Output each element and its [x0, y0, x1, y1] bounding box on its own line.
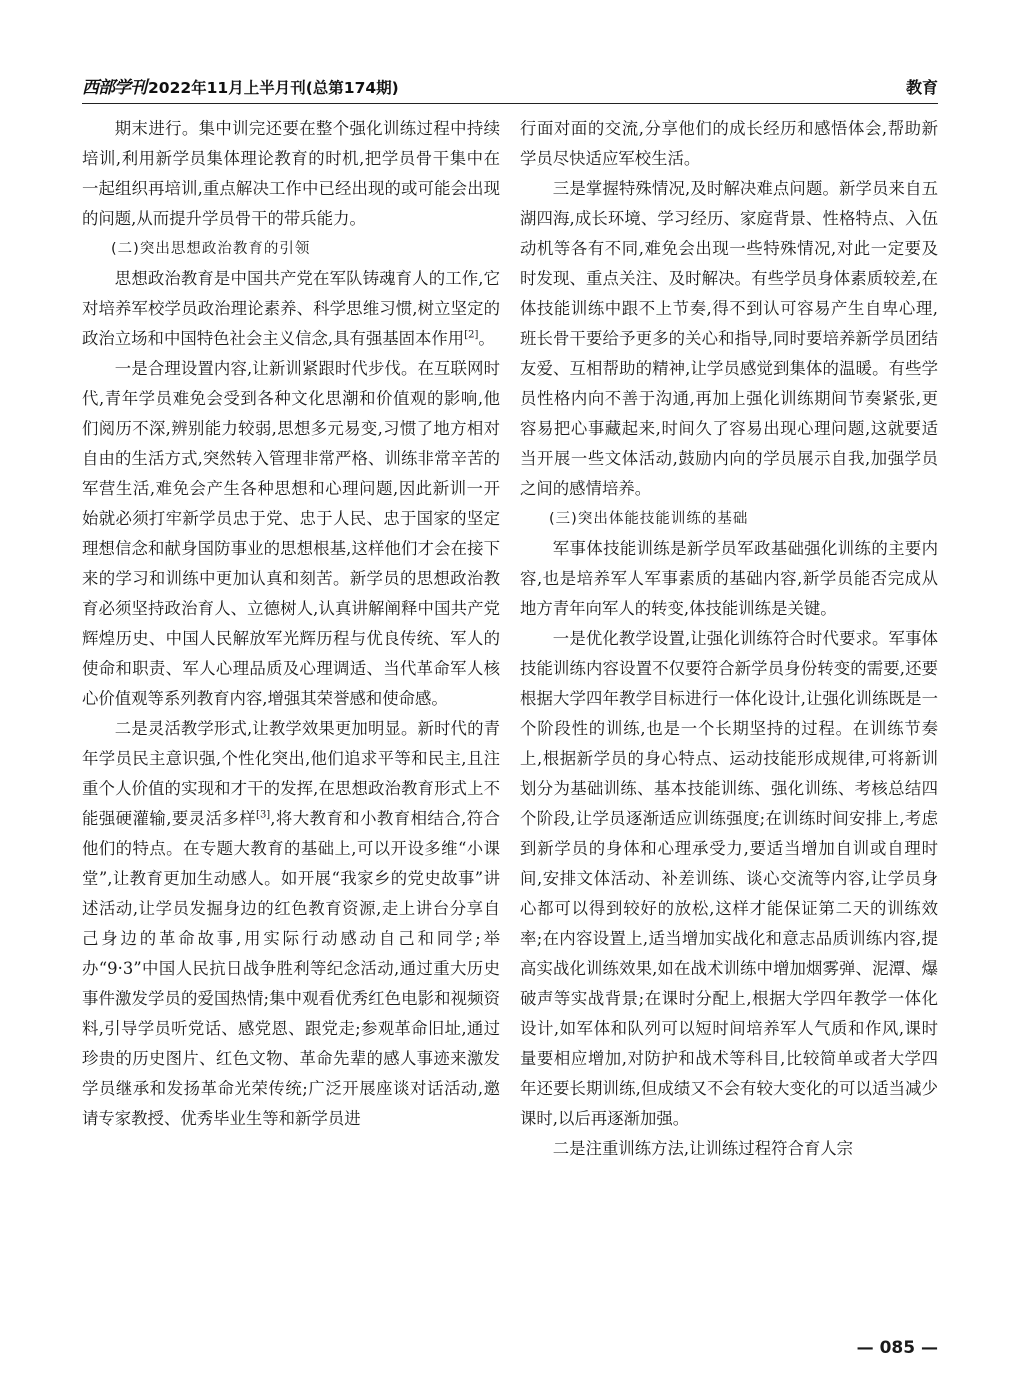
paragraph: [82, 264, 500, 354]
section-name: 教育: [905, 78, 938, 97]
issue-info: 2022年11月上半月刊(总第174期): [148, 79, 399, 97]
subsection-heading: (二)突出思想政治教育的引领: [111, 241, 311, 257]
paragraph-text: 思想政治教育是中国共产党在军队铸魂育人的工作,它对培养军校学员政治理论素养、科学思维习惯,树立坚定的政治立场和中国特色社会主义信念,具有强基固本作用: [82, 269, 500, 348]
paragraph: 行面对面的交流,分享他们的成长经历和感悟体会,帮助新学员尽快适应军校生活。: [520, 119, 938, 168]
page-number: — 085 —: [856, 1338, 938, 1358]
paragraph-text: 二是灵活教学形式,让教学效果更加明显。新时代的青年学员民主意识强,个性化突出,他们追求平等和民主,且注重个人价值的实现和才干的发挥,在思想政治教育形式上不能强硬灌输,要灵活多样: [82, 719, 500, 828]
paragraph: 三是掌握特殊情况,及时解决难点问题。新学员来自五湖四海,成长环境、学习经历、家庭背景、性格特点、入伍动机等各有不同,难免会出现一些特殊情况,对此一定要及时发现、重点关注、及时解决。有些学员身体素质较差,在体技能训练中跟不上节奏,得不到认可容易产生自卑心理,班长骨干要给予更多的关心和指导,同时要培养新学员团结友爱、互相帮助的精神,让学员感觉到集体的温暖。有些学员性格内向不善于沟通,再加上强化训练期间节奏紧张,更容易把心事藏起来,时间久了容易出现心理问题,这就要适当开展一些文体活动,鼓励内向的学员展示自我,加强学员之间的感情培养。: [520, 179, 938, 498]
page-header: [82, 72, 938, 98]
journal-logo: 西部学刊: [82, 78, 146, 98]
paragraph: 军事体技能训练是新学员军政基础强化训练的主要内容,也是培养军人军事素质的基础内容,新学员能否完成从地方青年向军人的转变,体技能训练是关键。: [520, 539, 938, 618]
paragraph: [82, 714, 500, 1134]
subsection-heading: (三)突出体能技能训练的基础: [549, 511, 749, 527]
paragraph: 二是注重训练方法,让训练过程符合育人宗: [552, 1139, 854, 1158]
paragraph: 一是合理设置内容,让新训紧跟时代步伐。在互联网时代,青年学员难免会受到各种文化思潮和价值观的影响,他们阅历不深,辨别能力较弱,思想多元易变,习惯了地方相对自由的生活方式,突然转入管理非常严格、训练非常辛苦的军营生活,难免会产生各种思想和心理问题,因此新训一开始就必须打牢新学员忠于党、忠于人民、忠于国家的坚定理想信念和献身国防事业的思想根基,这样他们才会在接下来的学习和训练中更加认真和刻苦。新学员的思想政治教育必须坚持政治育人、立德树人,认真讲解阐释中国共产党辉煌历史、中国人民解放军光辉历程与优良传统、军人的使命和职责、军人心理品质及心理调适、当代革命军人核心价值观等系列教育内容,增强其荣誉感和使命感。: [82, 359, 500, 708]
paragraph-text-cont: ,将大教育和小教育相结合,符合他们的特点。在专题大教育的基础上,可以开设多维“小课堂”,让教育更加生动感人。如开展“我家乡的党史故事”讲述活动,让学员发掘身边的红色教育资源,走上讲台分享自己身边的革命故事,用实际行动感动自己和同学;举办“9·3”中国人民抗日战争胜利等纪念活动,通过重大历史事件激发学员的爱国热情;集中观看优秀红色电影和视频资料,引导学员听党话、感党恩、跟党走;参观革命旧址,通过珍贵的历史图片、红色文物、革命先辈的感人事迹来激发学员继承和发扬革命光荣传统;广泛开展座谈对话活动,邀请专家教授、优秀毕业生等和新学员进: [82, 809, 500, 1128]
paragraph: 期末进行。集中训完还要在整个强化训练过程中持续培训,利用新学员集体理论教育的时机,把学员骨干集中在一起组织再培训,重点解决工作中已经出现的或可能会出现的问题,从而提升学员骨干的带兵能力。: [82, 119, 500, 228]
paragraph-end: 。: [478, 329, 495, 348]
citation-ref: [3]: [256, 809, 271, 821]
header-left: [82, 73, 399, 98]
left-column: [82, 114, 500, 1134]
citation-ref: [2]: [464, 329, 479, 341]
right-column: [520, 114, 938, 1164]
header-rule: [82, 103, 938, 104]
paragraph: 一是优化教学设置,让强化训练符合时代要求。军事体技能训练内容设置不仅要符合新学员身份转变的需要,还要根据大学四年教学目标进行一体化设计,让强化训练既是一个阶段性的训练,也是一个长期坚持的过程。在训练节奏上,根据新学员的身心特点、运动技能形成规律,可将新训划分为基础训练、基本技能训练、强化训练、考核总结四个阶段,让学员逐渐适应训练强度;在训练时间安排上,考虑到新学员的身体和心理承受力,要适当增加自训或自理时间,安排文体活动、补差训练、谈心交流等内容,让学员身心都可以得到较好的放松,这样才能保证第二天的训练效率;在内容设置上,适当增加实战化和意志品质训练内容,提高实战化训练效果,如在战术训练中增加烟雾弹、泥潭、爆破声等实战背景;在课时分配上,根据大学四年教学一体化设计,如军体和队列可以短时间培养军人气质和作风,课时量要相应增加,对防护和战术等科目,比较简单或者大学四年还要长期训练,但成绩又不会有较大变化的可以适当减少课时,以后再逐渐加强。: [520, 629, 938, 1128]
